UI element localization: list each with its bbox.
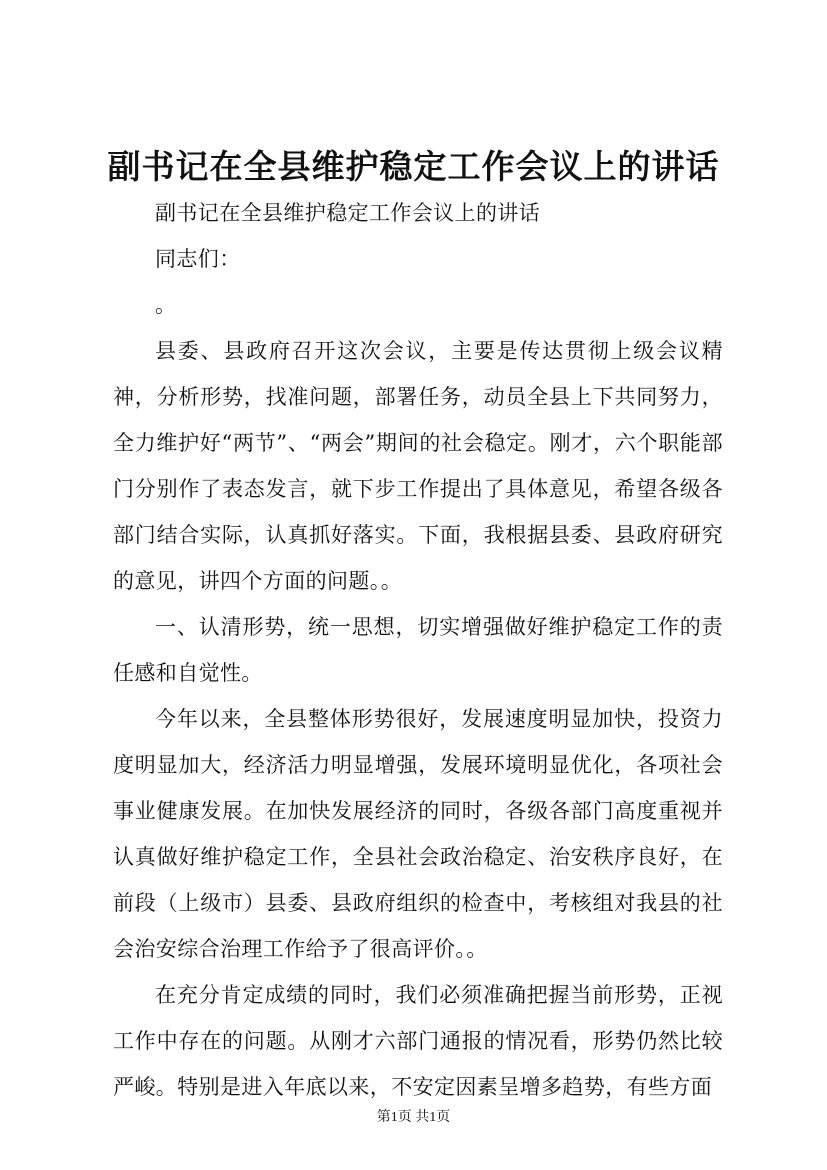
- document-title: 副书记在全县维护稳定工作会议上的讲话: [107, 147, 720, 186]
- section-heading: 一、认清形势，统一思想，切实增强做好维护稳定工作的责任感和自觉性。: [113, 615, 723, 685]
- body-paragraph: 副书记在全县维护稳定工作会议上的讲话: [155, 201, 541, 225]
- body-paragraph: 县委、县政府召开这次会议，主要是传达贯彻上级会议精神，分析形势，找准问题，部署任务，动员全县上下共同努力，全力维护好“两节”、“两会”期间的社会稳定。刚才，六个职能部门分别作了表态发言，就下步工作提出了具体意见，希望各级各部门结合实际，认真抓好落实。下面，我根据县委、县政府研究的意见，讲四个方面的问题。。: [113, 339, 723, 593]
- body-paragraph: 同志们：: [155, 247, 241, 271]
- body-paragraph: 今年以来，全县整体形势很好，发展速度明显加快，投资力度明显加大，经济活力明显增强，发展环境明显优化，各项社会事业健康发展。在加快发展经济的同时，各级各部门高度重视并认真做好维护稳定工作，全县社会政治稳定、治安秩序良好，在前段（上级市）县委、县政府组织的检查中，考核组对我县的社会治安综合治理工作给予了很高评价。。: [113, 707, 723, 961]
- body-paragraph: 。: [155, 293, 177, 317]
- page-footer: 第1页 共1页: [376, 1110, 451, 1125]
- body-paragraph: 在充分肯定成绩的同时，我们必须准确把握当前形势，正视工作中存在的问题。从刚才六部门通报的情况看，形势仍然比较严峻。特别是进入年底以来，不安定因素呈增多趋势，有些方面: [113, 983, 723, 1099]
- document-body: [113, 190, 723, 1110]
